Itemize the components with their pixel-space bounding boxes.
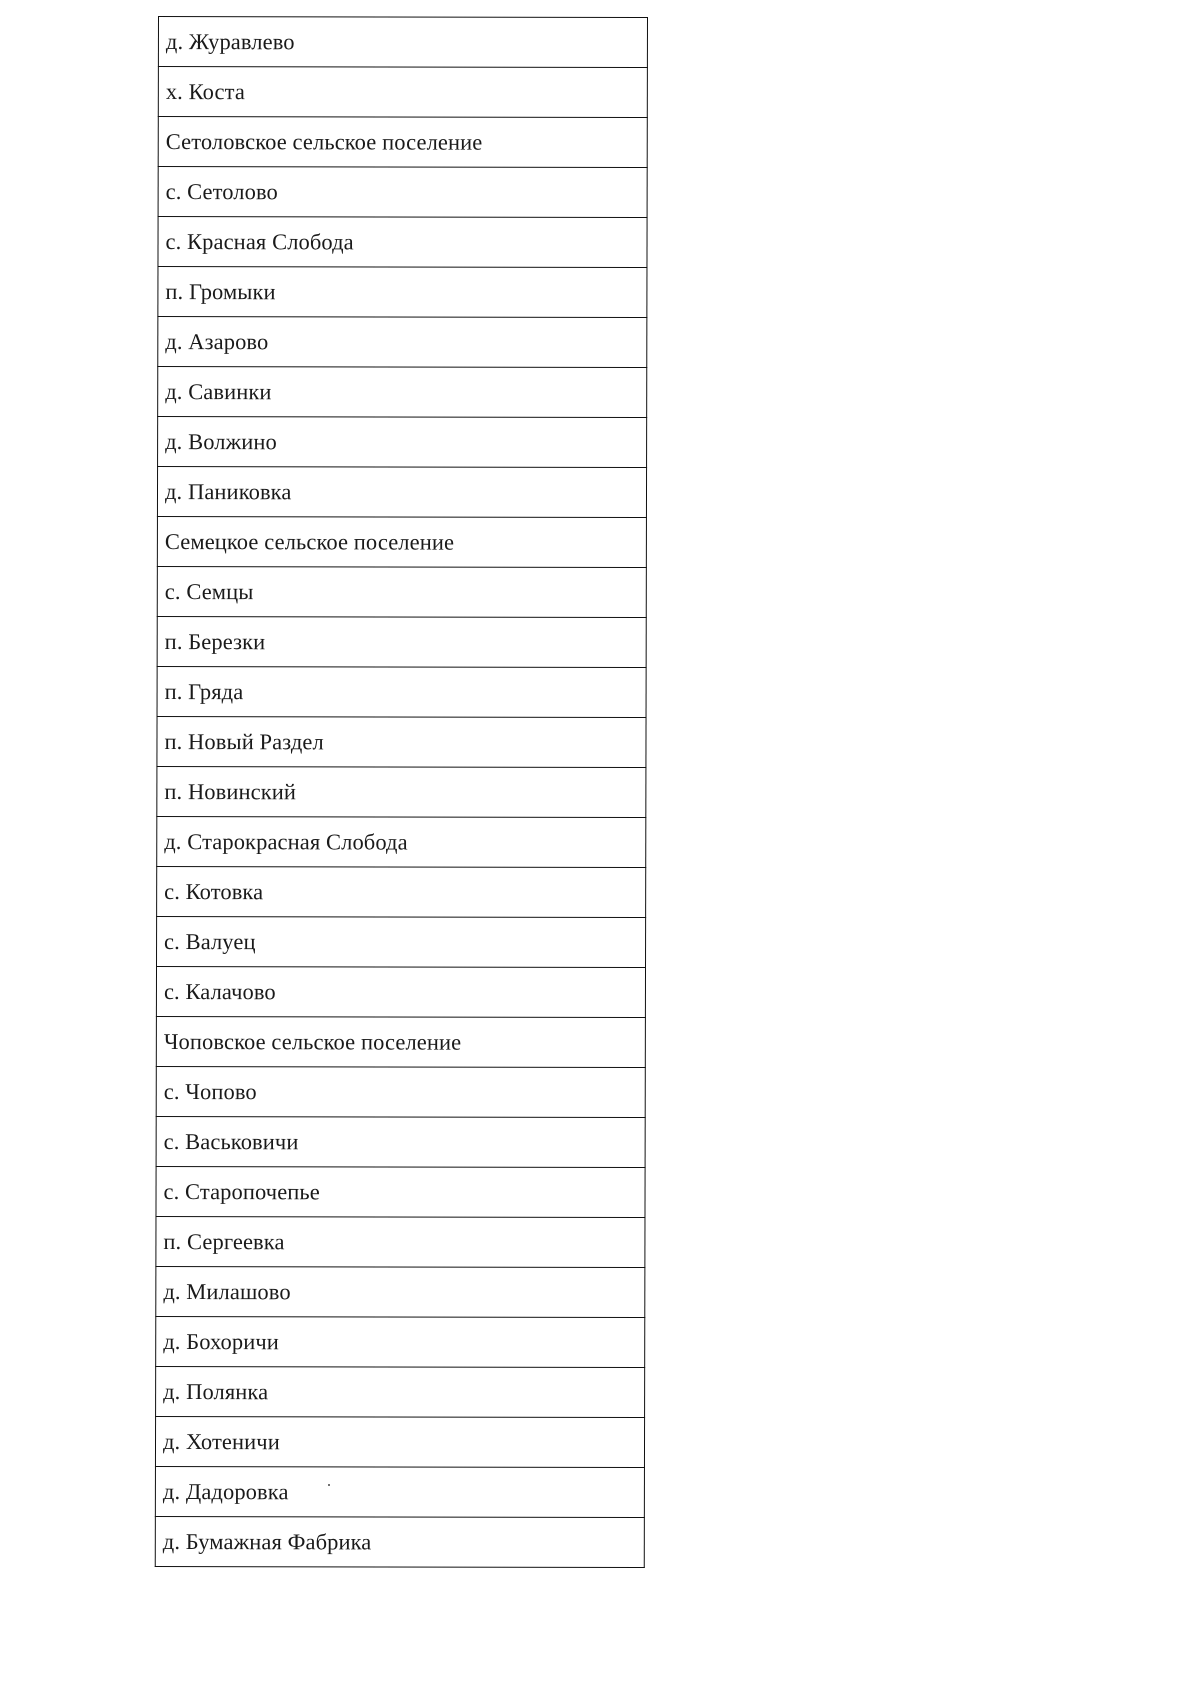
table-cell: п. Громыки bbox=[158, 267, 647, 318]
table-cell: п. Сергеевка bbox=[156, 1216, 645, 1267]
table-cell: п. Новый Раздел bbox=[157, 716, 646, 767]
table-cell: п. Гряда bbox=[157, 666, 646, 717]
table-row bbox=[157, 766, 646, 817]
table-row bbox=[156, 1366, 645, 1417]
table-row bbox=[156, 1266, 645, 1317]
table-cell: х. Коста bbox=[158, 67, 647, 118]
table-row bbox=[157, 566, 646, 617]
table-cell: с. Сетолово bbox=[158, 167, 647, 218]
table-row bbox=[156, 1116, 645, 1167]
table-cell: д. Дадоровка bbox=[155, 1466, 644, 1517]
table-row bbox=[157, 716, 646, 767]
table-cell: д. Волжино bbox=[158, 417, 647, 468]
table-row bbox=[156, 966, 645, 1017]
table-row bbox=[156, 1316, 645, 1367]
table-row bbox=[158, 17, 647, 68]
table-row bbox=[157, 666, 646, 717]
table-cell: д. Старокрасная Слобода bbox=[157, 816, 646, 867]
table-cell: п. Новинский bbox=[157, 766, 646, 817]
scan-speck bbox=[328, 1484, 330, 1486]
table-cell: с. Семцы bbox=[157, 566, 646, 617]
table-cell: Чоповское сельское поселение bbox=[156, 1016, 645, 1067]
table-row bbox=[156, 1016, 645, 1067]
table-cell: д. Полянка bbox=[156, 1366, 645, 1417]
table-row bbox=[158, 417, 647, 468]
table-cell: д. Азарово bbox=[158, 317, 647, 368]
table-row bbox=[157, 866, 646, 917]
table-cell: с. Старопочепье bbox=[156, 1166, 645, 1217]
table-cell: д. Савинки bbox=[158, 367, 647, 418]
table-row bbox=[158, 67, 647, 118]
settlements-table-body bbox=[155, 17, 647, 1568]
table-row bbox=[155, 1466, 644, 1517]
table-cell: д. Хотеничи bbox=[155, 1416, 644, 1467]
table-cell: Сетоловское сельское поселение bbox=[158, 117, 647, 168]
table-row bbox=[157, 916, 646, 967]
table-cell: с. Котовка bbox=[157, 866, 646, 917]
table-row bbox=[158, 267, 647, 318]
table-cell: с. Васьковичи bbox=[156, 1116, 645, 1167]
settlements-table bbox=[155, 16, 648, 1568]
table-row bbox=[158, 317, 647, 368]
table-cell: д. Милашово bbox=[156, 1266, 645, 1317]
table-cell: Семецкое сельское поселение bbox=[157, 516, 646, 567]
table-row bbox=[157, 516, 646, 567]
table-row bbox=[155, 1516, 644, 1567]
table-cell: д. Паниковка bbox=[157, 467, 646, 518]
table-row bbox=[157, 467, 646, 518]
table-row bbox=[158, 167, 647, 218]
table-cell: с. Калачово bbox=[156, 966, 645, 1017]
table-cell: с. Валуец bbox=[157, 916, 646, 967]
table-row bbox=[158, 367, 647, 418]
table-cell: д. Бохоричи bbox=[156, 1316, 645, 1367]
table-cell: с. Чопово bbox=[156, 1066, 645, 1117]
table-cell: с. Красная Слобода bbox=[158, 217, 647, 268]
table-row bbox=[156, 1216, 645, 1267]
table-row bbox=[158, 217, 647, 268]
table-row bbox=[156, 1066, 645, 1117]
table-cell: д. Бумажная Фабрика bbox=[155, 1516, 644, 1567]
table-cell: д. Журавлево bbox=[158, 17, 647, 68]
table-row bbox=[157, 616, 646, 667]
table-cell: п. Березки bbox=[157, 616, 646, 667]
table-row bbox=[155, 1416, 644, 1467]
table-row bbox=[157, 816, 646, 867]
table-row bbox=[158, 117, 647, 168]
table-row bbox=[156, 1166, 645, 1217]
